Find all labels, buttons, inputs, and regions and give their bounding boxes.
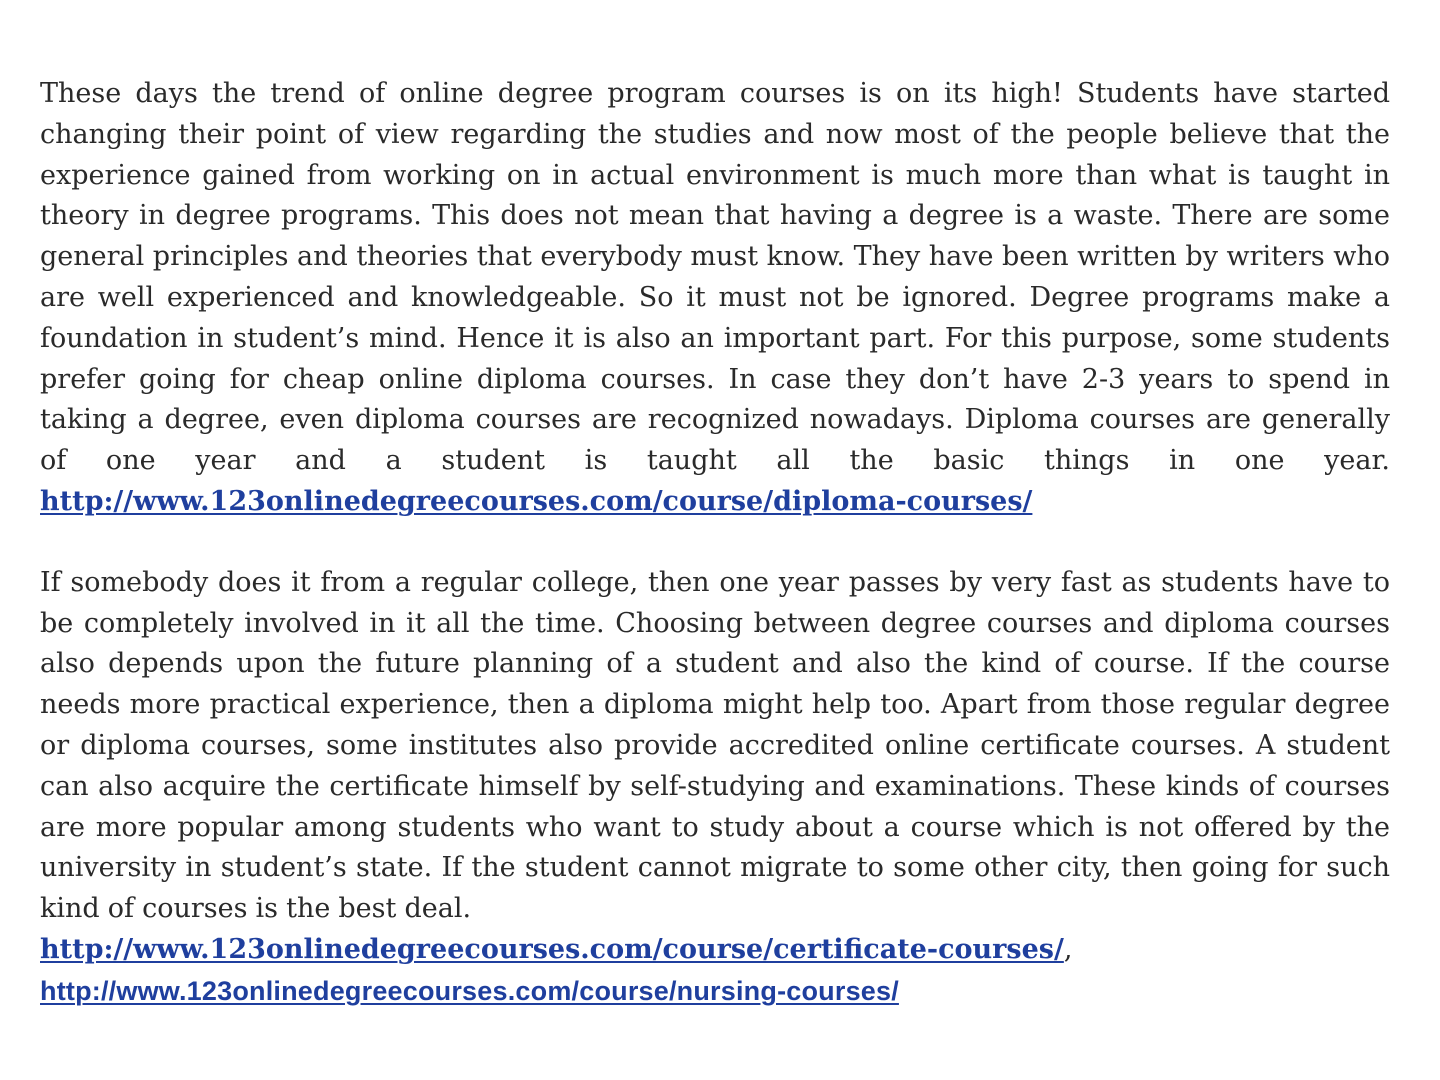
- nursing-courses-link[interactable]: http://www.123onlinedegreecourses.com/course/nursing-courses/: [40, 975, 899, 1006]
- document-body: [40, 74, 1390, 1013]
- diploma-courses-link[interactable]: http://www.123onlinedegreecourses.com/course/diploma-courses/: [40, 485, 1033, 517]
- paragraph-1-text: These days the trend of online degree program courses is on its high! Students have started changing their point of view regarding the studies and now most of the people believe that the experience gained from working on in actual environment is much more than what is taught in theory in degree programs. This does not mean that having a degree is a waste. There are some general principles and theories that everybody must know. They have been written by writers who are well experienced and knowledgeable. So it must not be ignored. Degree programs make a foundation in student’s mind. Hence it is also an important part. For this purpose, some students prefer going for cheap online diploma courses. In case they don’t have 2-3 years to spend in taking a degree, even diploma courses are recognized nowadays. Diploma courses are generally of one year and a student is taught all the basic things in one year.: [40, 78, 1390, 477]
- paragraph-2-text: If somebody does it from a regular college, then one year passes by very fast as students have to be completely involved in it all the time. Choosing between degree courses and diploma courses also depends upon the future planning of a student and also the kind of course. If the course needs more practical experience, then a diploma might help too. Apart from those regular degree or diploma courses, some institutes also provide accredited online certificate courses. A student can also acquire the certificate himself by self-studying and examinations. These kinds of courses are more popular among students who want to study about a course which is not offered by the university in student’s state. If the student cannot migrate to some other city, then going for such kind of courses is the best deal.: [40, 566, 1390, 925]
- certificate-courses-link[interactable]: http://www.123onlinedegreecourses.com/course/certificate-courses/: [40, 933, 1064, 965]
- certificate-link-line: [40, 930, 1390, 971]
- paragraph-2: [40, 563, 1390, 1013]
- paragraph-1: [40, 74, 1390, 523]
- link-separator: ,: [1063, 933, 1073, 965]
- nursing-link-line: [40, 971, 1390, 1013]
